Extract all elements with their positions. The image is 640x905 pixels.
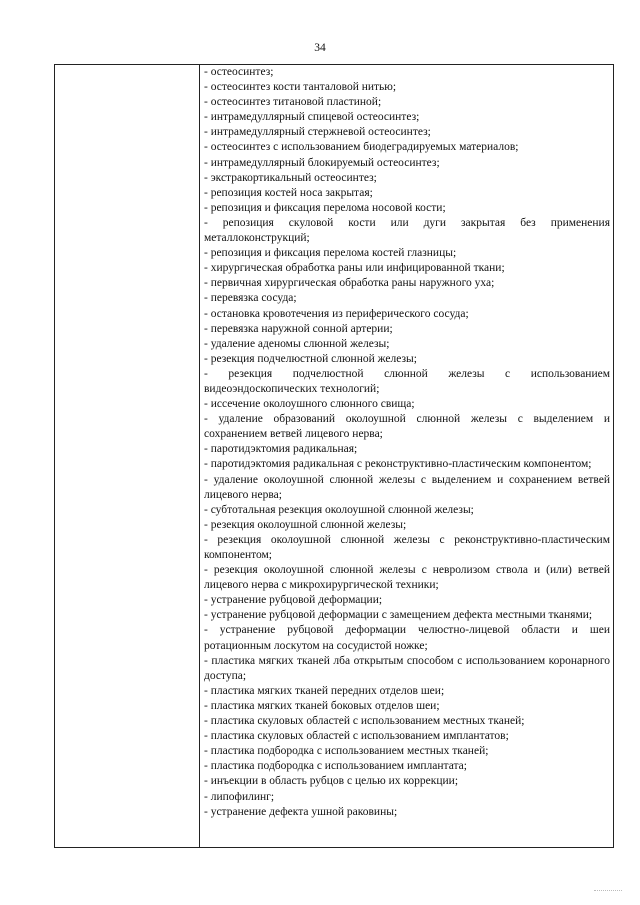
list-item: - пластика мягких тканей боковых отделов шеи; [204,699,440,712]
procedure-list [200,65,613,820]
list-item: - интрамедуллярный блокируемый остеосинтез; [204,156,440,169]
list-item: - иссечение околоушного слюнного свища; [204,398,415,411]
list-item: - репозиция и фиксация перелома носовой кости; [204,201,446,214]
list-item: - пластика скуловых областей с использованием имплантатов; [204,730,509,743]
scan-mark [594,890,622,899]
list-item: - перевязка сосуда; [204,292,297,305]
procedures-cell [200,65,614,848]
list-item: - интрамедуллярный спицевой остеосинтез; [204,111,420,124]
list-item: - пластика скуловых областей с использованием местных тканей; [204,715,525,728]
list-item: - пластика мягких тканей передних отделов шеи; [204,684,445,697]
list-item: - резекция подчелюстной слюнной железы с использованием видеоэндоскопических технологий; [204,367,610,395]
list-item: - остеосинтез с использованием биодеградируемых материалов; [204,141,519,154]
list-item: - удаление аденомы слюнной железы; [204,337,390,350]
list-item: - паротидэктомия радикальная; [204,443,358,456]
list-item: - удаление околоушной слюнной железы с выделением и сохранением ветвей лицевого нерва; [204,473,610,501]
list-item: - первичная хирургическая обработка раны наружного уха; [204,277,495,290]
procedures-table [54,64,614,848]
list-item: - остеосинтез кости танталовой нитью; [204,81,397,94]
list-item: - хирургическая обработка раны или инфицированной ткани; [204,262,505,275]
list-item: - резекция подчелюстной слюнной железы; [204,352,417,365]
list-item: - репозиция скуловой кости или дуги закрытая без применения металлоконструкций; [204,216,610,245]
list-item: - устранение рубцовой деформации с замещением дефекта местными тканями; [204,609,593,622]
list-item: - резекция околоушной слюнной железы с реконструктивно-пластическим компонентом; [204,533,610,561]
list-item: - остеосинтез титановой пластиной; [204,96,382,109]
page-number: 34 [314,42,326,54]
list-item: - устранение рубцовой деформации челюстно-лицевой области и шеи ротационным лоскутом на сосудистой ножке; [204,624,610,652]
list-item: - инъекции в область рубцов с целью их коррекции; [204,775,459,788]
list-item: - интрамедуллярный стержневой остеосинтез; [204,126,431,139]
table-row [55,65,614,848]
list-item: - устранение дефекта ушной раковины; [204,805,398,818]
list-item: - остеосинтез; [204,66,274,78]
list-item: - резекция околоушной слюнной железы с невролизом ствола и (или) ветвей лицевого нерва с микрохирургической техники; [204,564,610,592]
list-item: - репозиция и фиксация перелома костей глазницы; [204,247,457,260]
list-item: - удаление образований околоушной слюнной железы с выделением и сохранением ветвей лицевого нерва; [204,413,610,441]
list-item: - остановка кровотечения из периферического сосуда; [204,307,469,320]
list-item: - репозиция костей носа закрытая; [204,186,373,199]
list-item: - резекция околоушной слюнной железы; [204,518,407,531]
list-item: - пластика мягких тканей лба открытым способом с использованием коронарного доступа; [204,654,610,682]
list-item: - субтотальная резекция околоушной слюнной железы; [204,503,474,516]
list-item: - экстракортикальный остеосинтез; [204,171,377,184]
list-item: - перевязка наружной сонной артерии; [204,322,393,335]
list-item: - пластика подбородка с использованием имплантата; [204,760,467,773]
list-item: - пластика подбородка с использованием местных тканей; [204,745,489,758]
list-item: - устранение рубцовой деформации; [204,594,383,607]
list-item: - липофилинг; [204,790,275,803]
left-cell [55,65,200,848]
list-item: - паротидэктомия радикальная с реконструктивно-пластическим компонентом; [204,458,592,471]
